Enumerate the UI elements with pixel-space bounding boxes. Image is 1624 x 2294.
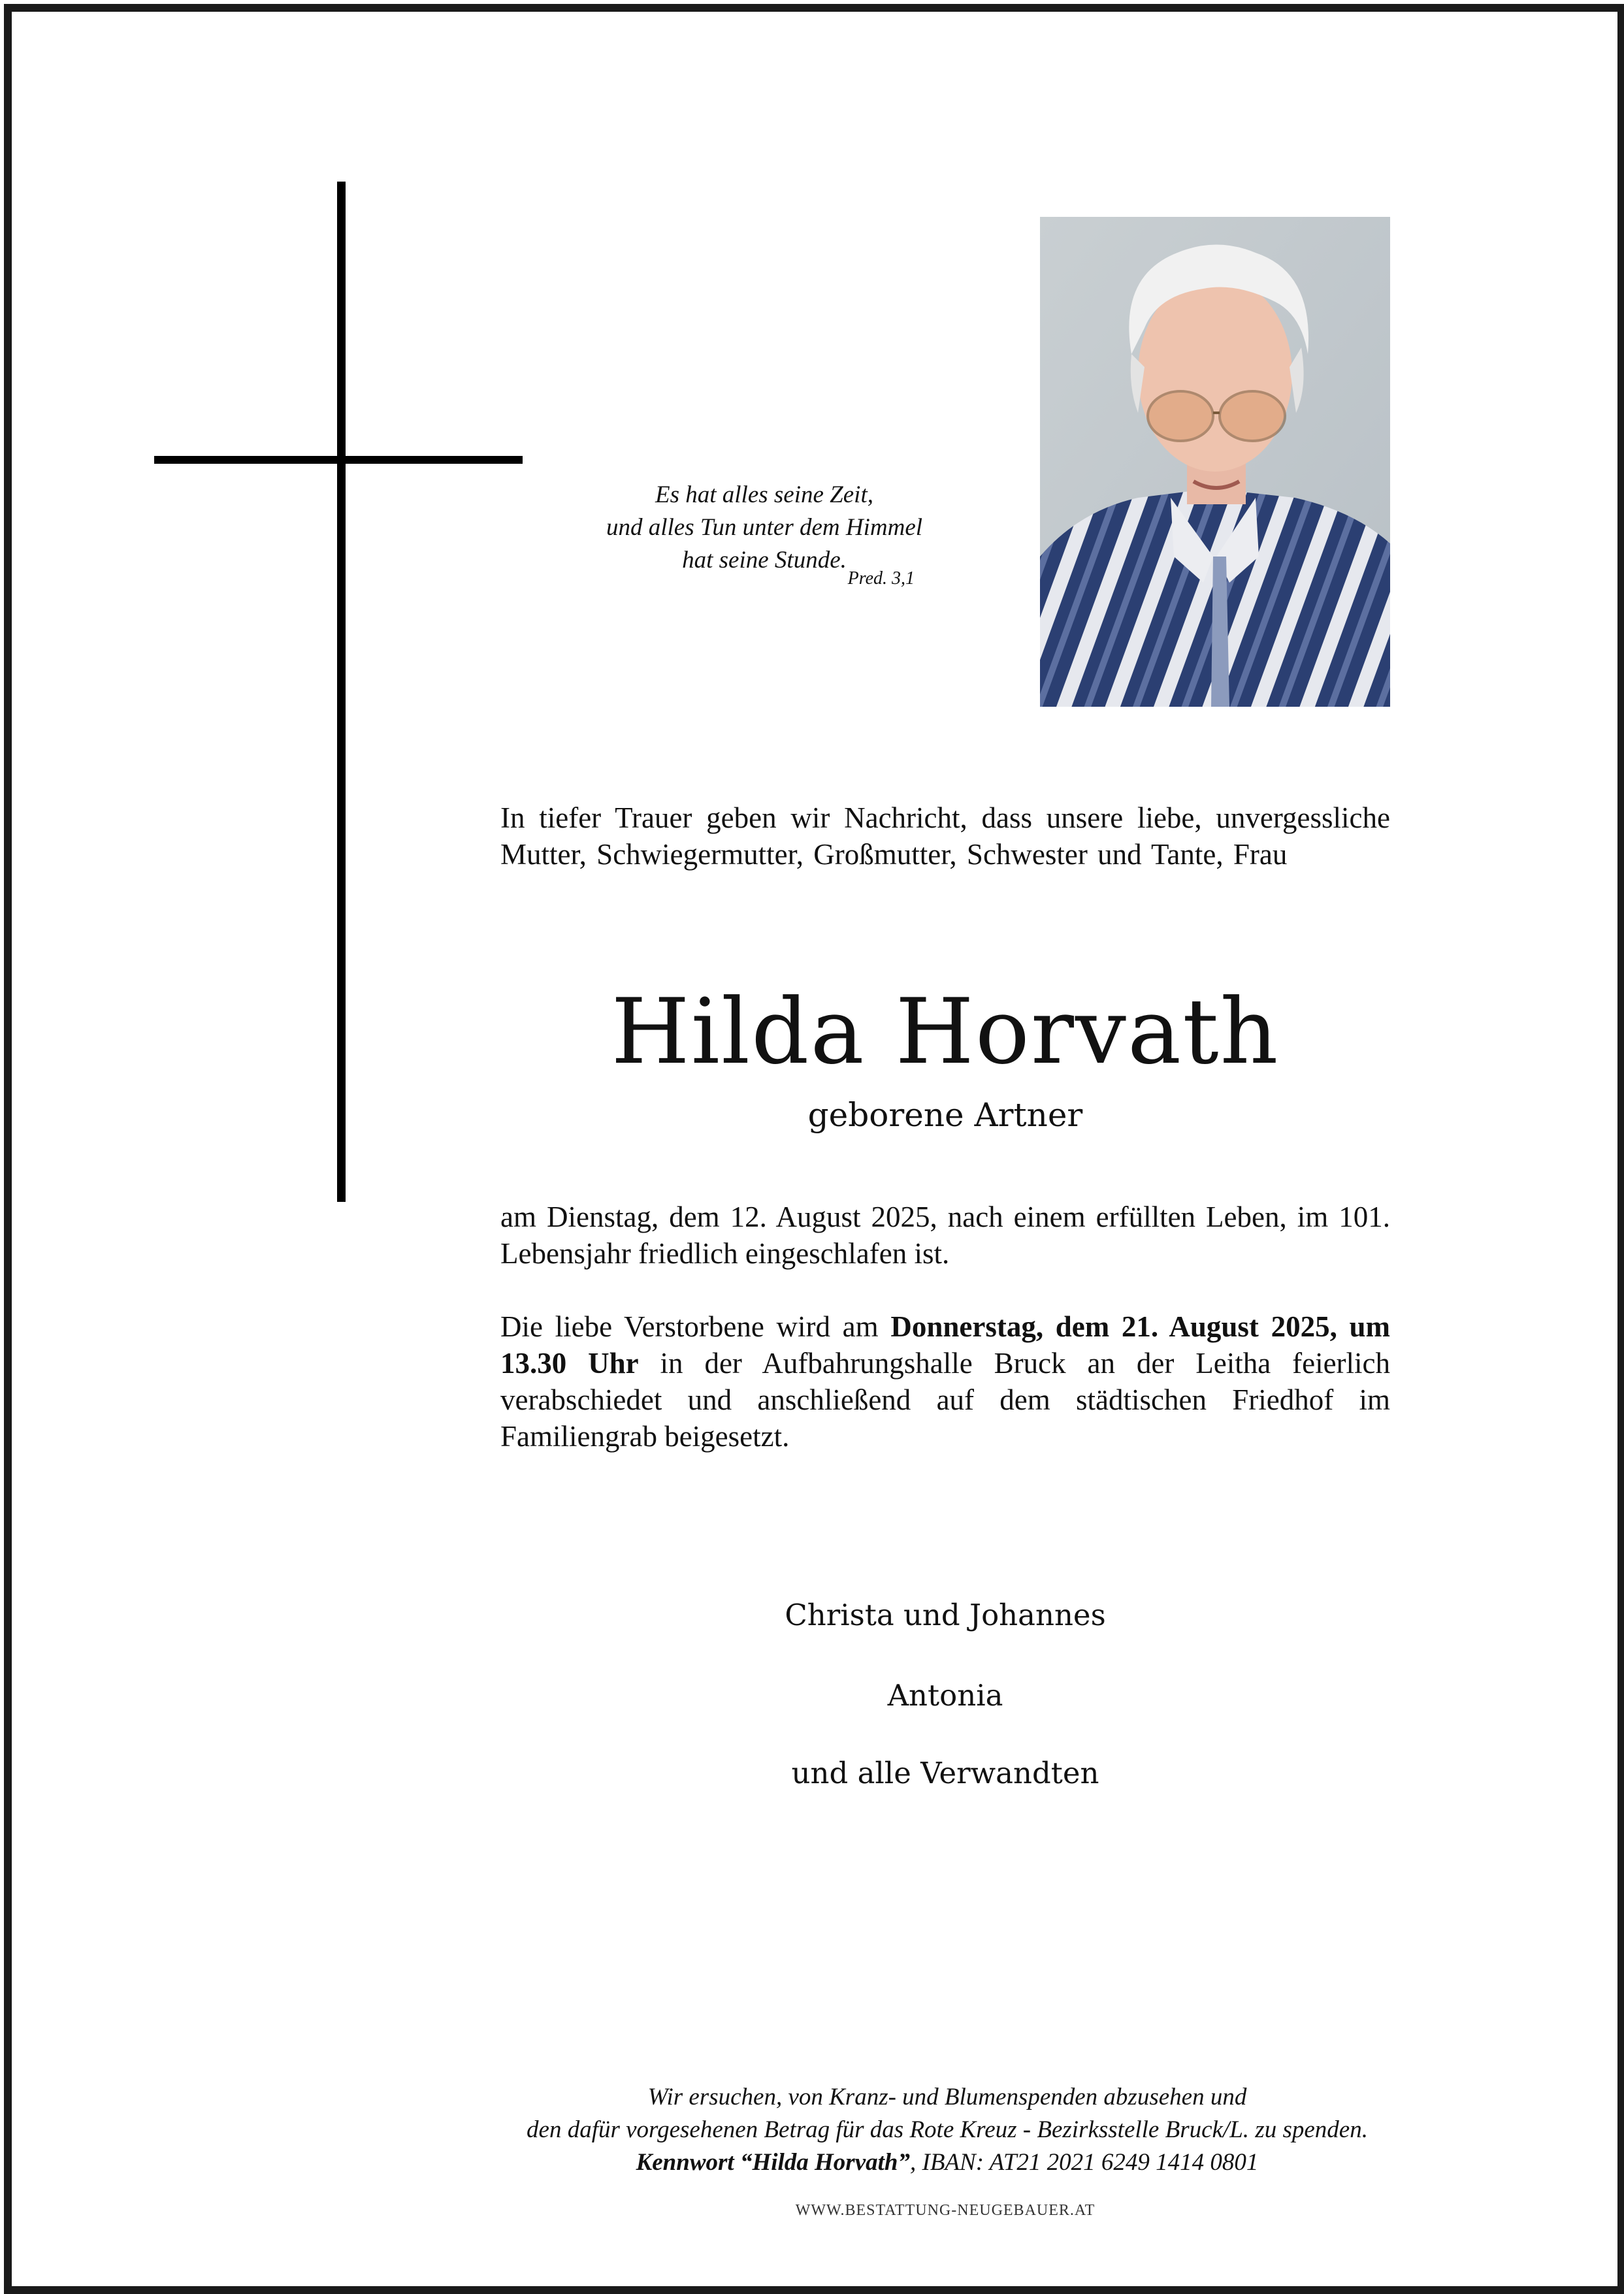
cross-vertical-bar (337, 182, 346, 1202)
website-link[interactable]: WWW.BESTATTUNG-NEUGEBAUER.AT (795, 2202, 1096, 2219)
donation-keyword: Kennwort “Hilda Horvath” (636, 2149, 910, 2176)
deceased-name: Hilda Horvath (611, 979, 1280, 1084)
verse-line: Es hat alles seine Zeit, (655, 481, 873, 508)
family-member: und alle Verwandten (791, 1756, 1099, 1790)
maiden-name: geborene Artner (807, 1096, 1083, 1134)
ceremony-paragraph (500, 1308, 1390, 1455)
donation-iban: , IBAN: AT21 2021 6249 1414 0801 (910, 2149, 1259, 2176)
ceremony-text-after: in der Aufbahrungshalle Bruck an der Leitha feierlich verabschiedet und anschließend auf dem städtischen Friedhof im Familiengrab beigesetzt. (500, 1347, 1391, 1453)
ceremony-text-before: Die liebe Verstorbene wird am (500, 1310, 891, 1343)
bible-verse (510, 479, 1019, 577)
portrait-photo (1040, 217, 1390, 707)
death-notice: am Dienstag, dem 12. August 2025, nach einem erfüllten Leben, im 101. Lebensjahr friedlich eingeschlafen ist. (500, 1201, 1390, 1270)
verse-reference: Pred. 3,1 (847, 568, 915, 589)
donation-line (366, 2146, 1529, 2179)
cross-horizontal-bar (154, 456, 523, 464)
family-member: Antonia (887, 1678, 1003, 1713)
ceremony-date: Donnerstag, dem 21. August 2025, um 13.30 Uhr (500, 1310, 1390, 1380)
verse-line: und alles Tun unter dem Himmel (606, 514, 923, 541)
donation-line: den dafür vorgesehenen Betrag für das Rote Kreuz - Bezirksstelle Bruck/L. zu spenden. (527, 2116, 1368, 2143)
verse-line: hat seine Stunde. (682, 547, 847, 574)
family-member: Christa und Johannes (785, 1598, 1106, 1632)
donation-line: Wir ersuchen, von Kranz- und Blumenspenden abzusehen und (647, 2084, 1247, 2110)
intro-paragraph: In tiefer Trauer geben wir Nachricht, dass unsere liebe, unvergessliche Mutter, Schwiegermutter, Großmutter, Schwester und Tante, Frau (500, 801, 1390, 871)
donation-request (366, 2081, 1529, 2179)
